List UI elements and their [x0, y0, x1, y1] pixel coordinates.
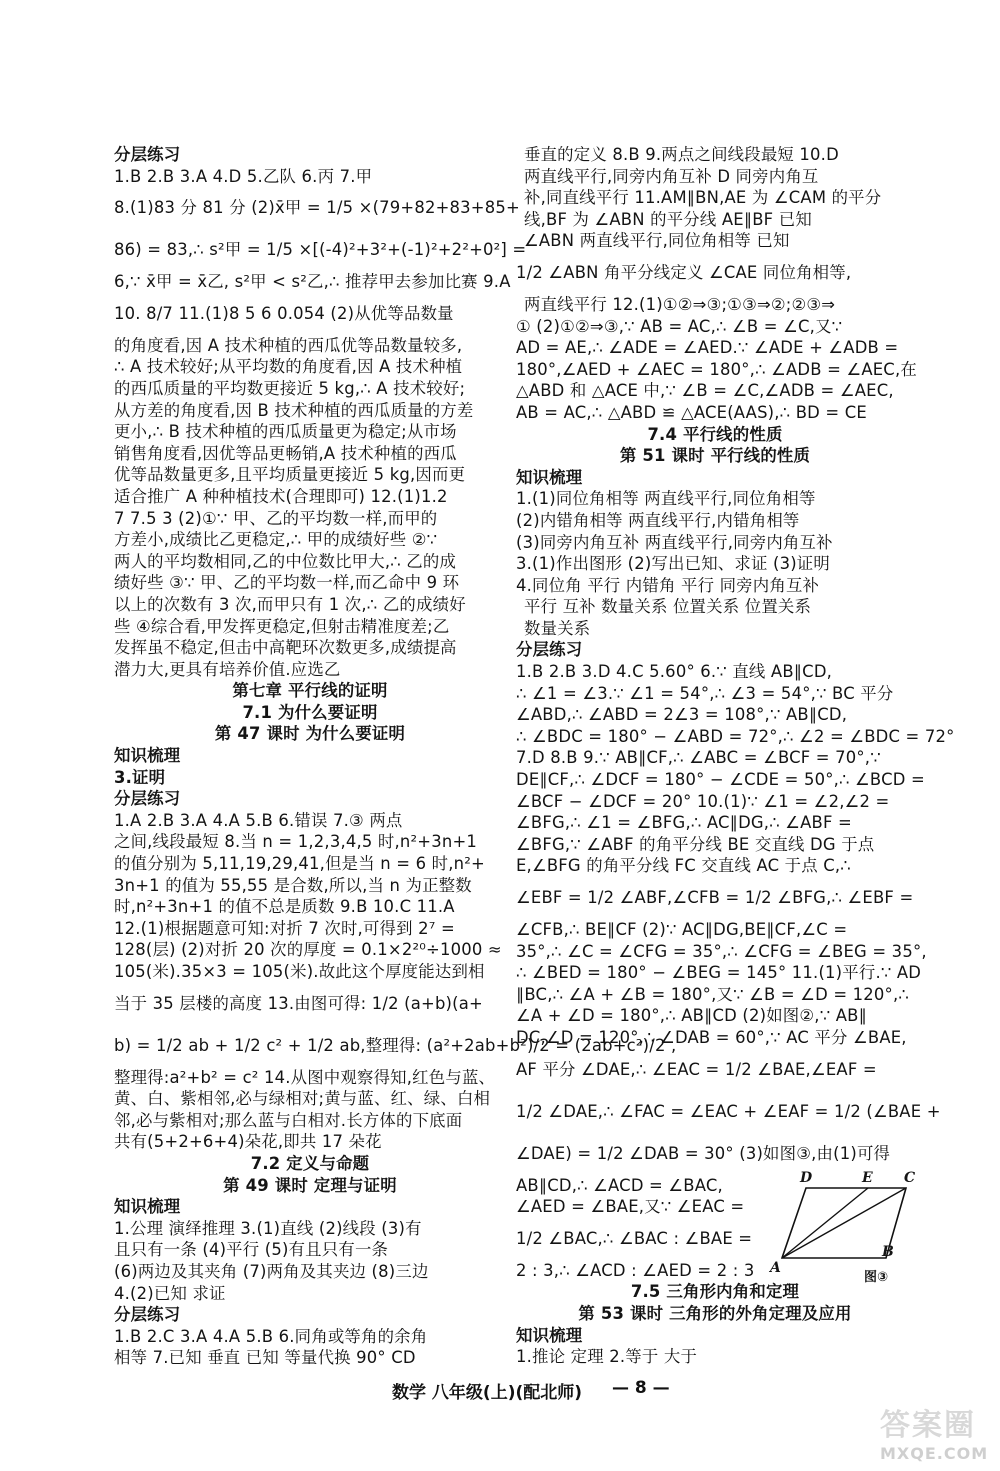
text-line: 4.同位角 平行 内错角 平行 同旁内角互补	[516, 575, 820, 595]
watermark-logo	[880, 1400, 998, 1466]
text-line: 1.公理 演绎推理 3.(1)直线 (2)线段 (3)有	[114, 1218, 422, 1238]
text-line: 数量关系	[524, 618, 591, 638]
text-line: 黄、白、紫相邻,必与绿相对;黄与蓝、红、绿、白相	[114, 1089, 491, 1109]
watermark-top: 答案圈	[880, 1408, 976, 1443]
text-line: ∠AED = ∠BAE,又∵ ∠EAC =	[516, 1197, 745, 1217]
text-line: 销售角度看,因优等品更畅销,A 技术种植的西瓜	[114, 443, 457, 463]
text-line: 6,∵ x̄甲 = x̄乙, s²甲 < s²乙,∴ 推荐甲去参加比赛 9.A	[114, 272, 511, 292]
text-line: 4.(2)已知 求证	[114, 1283, 226, 1303]
figure-diagram	[776, 1176, 916, 1288]
text-line: ∴ ∠1 = ∠3.∵ ∠1 = 54°,∴ ∠3 = 54°,∵ BC 平分	[516, 683, 894, 703]
text-line: ∠A + ∠D = 180°,∴ AB∥CD (2)如图②,∵ AB∥	[516, 1006, 867, 1026]
text-line: ∠EBF = 1/2 ∠ABF,∠CFB = 1/2 ∠BFG,∴ ∠EBF =	[516, 888, 914, 907]
text-line: ∠CFB,∴ BE∥CF (2)∵ AC∥DG,BE∥CF,∠C =	[516, 920, 848, 939]
text-line: 以上的次数有 3 次,而甲只有 1 次,∴ 乙的成绩好	[114, 594, 466, 614]
text-line: 1/2 ∠BAC,∴ ∠BAC : ∠BAE =	[516, 1228, 753, 1248]
text-line: AF 平分 ∠DAE,∴ ∠EAC = 1/2 ∠BAE,∠EAF =	[516, 1059, 877, 1079]
text-line: 更小,∴ B 技术种植的西瓜质量更为稳定;从市场	[114, 422, 457, 442]
figure-segment-ae	[782, 1188, 868, 1258]
text-line: 128(层) (2)对折 20 次的厚度 = 0.1×2²⁰÷1000 ≈	[114, 940, 502, 960]
text-line: 方差小,成绩比乙更稳定,∴ 甲的成绩好些 ②∵	[114, 530, 438, 550]
text-line: b) = 1/2 ab + 1/2 c² + 1/2 ab,整理得: (a²+2ab+b²)/2 = (2ab+c²)/2 ,	[114, 1035, 677, 1055]
text-line: 1.(1)同位角相等 两直线平行,同位角相等	[516, 489, 816, 509]
text-line: 两人的平均数相同,乙的中位数比甲大,∴ 乙的成	[114, 551, 457, 571]
text-line: 第 47 课时 为什么要证明	[214, 724, 406, 744]
text-line: ∴ ∠BED = 180° − ∠BEG = 145° 11.(1)平行.∵ AD	[516, 963, 922, 983]
text-line: 且只有一条 (4)平行 (5)有且只有一条	[114, 1240, 389, 1260]
text-line: 优等品数量更多,且平均质量更接近 5 kg,因而更	[114, 465, 466, 485]
text-line: 分层练习	[114, 145, 181, 164]
text-line: 7.4 平行线的性质	[647, 424, 783, 444]
text-line: 的值分别为 5,11,19,29,41,但是当 n = 6 时,n²+	[114, 854, 485, 874]
text-line: DE∥CF,∴ ∠DCF = 180° − ∠CDE = 50°,∴ ∠BCD =	[516, 770, 925, 790]
text-line: ∠BCF − ∠DCF = 20° 10.(1)∵ ∠1 = ∠2,∠2 =	[516, 791, 890, 811]
text-line: ∴ ∠BDC = 180° − ∠ABD = 72°,∴ ∠2 = ∠BDC = 72°	[516, 726, 955, 746]
text-line: E,∠BFG 的角平分线 FC 交直线 AC 于点 C,∴	[516, 856, 851, 876]
text-line: ∠ABD,∴ ∠ABD = 2∠3 = 108°,∵ AB∥CD,	[516, 705, 848, 725]
text-line: 180°,∠AED + ∠AEC = 180°,∴ ∠ADB = ∠AEC,在	[516, 359, 917, 379]
text-line: (2)内错角相等 两直线平行,内错角相等	[516, 510, 800, 530]
text-line: 当于 35 层楼的高度 13.由图可得: 1/2 (a+b)(a+	[114, 993, 483, 1013]
figure-label-c: C	[904, 1170, 916, 1186]
text-line: 绩好些 ③∵ 甲、乙的平均数一样,而乙命中 9 环	[114, 573, 460, 593]
text-line: 1.推论 定理 2.等于 大于	[516, 1347, 698, 1367]
text-line: ∠BFG,∵ ∠ABF 的角平分线 BE 交直线 DG 于点	[516, 834, 875, 854]
text-line: 之间,线段最短 8.当 n = 1,2,3,4,5 时,n²+3n+1	[114, 832, 478, 852]
text-line: 分层练习	[114, 789, 181, 809]
text-line: 发挥虽不稳定,但击中高靶环次数更多,成绩提高	[114, 638, 457, 658]
text-line: 第 49 课时 定理与证明	[223, 1175, 397, 1195]
watermark-bottom: MXQE.COM	[880, 1444, 989, 1463]
text-line: DC,∠D = 120°,∴ ∠DAB = 60°,∵ AC 平分 ∠BAE,	[516, 1027, 907, 1047]
text-line: 从方差的角度看,因 B 技术种植的西瓜质量的方差	[114, 400, 474, 420]
text-line: ∥BC,∴ ∠A + ∠B = 180°,又∵ ∠B = ∠D = 120°,∴	[516, 984, 909, 1004]
page-number: — 8 —	[612, 1378, 670, 1398]
text-line: 1/2 ∠ABN 角平分线定义 ∠CAE 同位角相等,	[516, 262, 852, 282]
text-line: 两直线平行 12.(1)①②⇒③;①③⇒②;②③⇒	[524, 294, 836, 314]
figure-label-e: E	[862, 1170, 873, 1186]
text-line: AD = AE,∴ ∠ADE = ∠AED.∵ ∠ADE + ∠ADB =	[516, 338, 899, 358]
text-line: 第 51 课时 平行线的性质	[619, 446, 811, 466]
figure-label-b: B	[882, 1244, 894, 1260]
text-line: 线,BF 为 ∠ABN 的平分线 AE∥BF 已知	[524, 209, 812, 229]
footer-subject: 数学 八年级(上)(配北师)	[392, 1383, 582, 1403]
text-line: 潜力大,更具有培养价值.应选乙	[114, 659, 341, 679]
parallelogram-figure	[770, 1170, 916, 1288]
text-line: 补,同直线平行 11.AM∥BN,AE 为 ∠CAM 的平分	[524, 188, 882, 208]
text-line: 105(米).35×3 = 105(米).故此这个厚度能达到相	[114, 962, 485, 981]
text-line: 1.B 2.C 3.A 4.A 5.B 6.同角或等角的余角	[114, 1326, 428, 1346]
text-line: AB∥CD,∴ ∠ACD = ∠BAC,	[516, 1175, 723, 1195]
text-line: ∴ A 技术较好;从平均数的角度看,因 A 技术种植	[114, 357, 463, 377]
text-line: ① (2)①②⇒③,∵ AB = AC,∴ ∠B = ∠C,又∵	[516, 316, 843, 336]
text-line: 3n+1 的值为 55,55 是合数,所以,当 n 为正整数	[114, 875, 472, 895]
text-line: 时,n²+3n+1 的值不总是质数 9.B 10.C 11.A	[114, 897, 455, 917]
text-line: 10. 8/7 11.(1)8 5 6 0.054 (2)从优等品数量	[114, 303, 454, 323]
text-line: 35°,∴ ∠C = ∠CFG = 35°,∴ ∠CFG = ∠BEG = 35°,	[516, 941, 927, 961]
text-line: ∠ABN 两直线平行,同位角相等 已知	[524, 231, 790, 251]
text-line: 适合推广 A 种种植技术(合理即可) 12.(1)1.2	[114, 486, 448, 506]
text-line: (6)两边及其夹角 (7)两角及其夹边 (8)三边	[114, 1261, 429, 1281]
text-line: 1/2 ∠DAE,∴ ∠FAC = ∠EAC + ∠EAF = 1/2 (∠BAE +	[516, 1101, 941, 1121]
text-line: 1.A 2.B 3.A 4.A 5.B 6.错误 7.③ 两点	[114, 810, 403, 830]
text-line: 1.B 2.B 3.A 4.D 5.乙队 6.丙 7.甲	[114, 166, 373, 186]
text-line: 的西瓜质量的平均数更接近 5 kg,∴ A 技术较好;	[114, 378, 466, 398]
text-line: 两直线平行,同旁内角互补 D 同旁内角互	[524, 166, 819, 186]
text-line: ∠BFG,∴ ∠1 = ∠BFG,∴ AC∥DG,∴ ∠ABF =	[516, 813, 852, 833]
text-line: 3.(1)作出图形 (2)写出已知、求证 (3)证明	[516, 554, 830, 574]
text-line: 第 53 课时 三角形的外角定理及应用	[578, 1303, 852, 1323]
text-line: 7.1 为什么要证明	[242, 702, 378, 722]
text-line: ∠DAE) = 1/2 ∠DAB = 30° (3)如图③,由(1)可得	[516, 1143, 891, 1163]
text-line: 垂直的定义 8.B 9.两点之间线段最短 10.D	[524, 145, 839, 164]
text-line: 7.D 8.B 9.∵ AB∥CF,∴ ∠ABC = ∠BCF = 70°,∵	[516, 748, 881, 768]
text-line: 86) = 83,∴ s²甲 = 1/5 ×[(-4)²+3²+(-1)²+2²+0²] =	[114, 240, 527, 260]
text-line: 7.5 三角形内角和定理	[630, 1282, 800, 1302]
text-line: 7.2 定义与命题	[250, 1153, 370, 1173]
text-line: 知识梳理	[114, 746, 181, 766]
text-line: 第七章 平行线的证明	[232, 681, 388, 701]
text-line: 知识梳理	[114, 1197, 181, 1217]
text-line: 3.证明	[114, 767, 166, 787]
text-line: (3)同旁内角互补 两直线平行,同旁内角互补	[516, 532, 833, 552]
text-line: 些 ④综合看,甲发挥更稳定,但射击精准度差;乙	[114, 616, 450, 636]
text-line: 分层练习	[114, 1305, 181, 1325]
text-line: 平行 互补 数量关系 位置关系 位置关系	[524, 597, 812, 617]
text-line: 1.B 2.B 3.D 4.C 5.60° 6.∵ 直线 AB∥CD,	[516, 662, 833, 682]
text-line: 分层练习	[516, 640, 583, 660]
figure-label-a: A	[770, 1260, 781, 1276]
figure-label-d: D	[800, 1170, 813, 1186]
text-line: 知识梳理	[516, 1325, 583, 1345]
text-line: 整理得:a²+b² = c² 14.从图中观察得知,红色与蓝、	[114, 1067, 496, 1087]
text-line: 12.(1)根据题意可知:对折 7 次时,可得到 2⁷ =	[114, 918, 455, 938]
figure-caption: 图③	[864, 1270, 889, 1285]
text-line: 共有(5+2+6+4)朵花,即共 17 朵花	[114, 1132, 382, 1152]
text-line: 2 : 3,∴ ∠ACD : ∠AED = 2 : 3	[516, 1260, 755, 1280]
text-line: 的角度看,因 A 技术种植的西瓜优等品数量较多,	[114, 335, 463, 355]
text-line: 8.(1)83 分 81 分 (2)x̄甲 = 1/5 ×(79+82+83+85+	[114, 198, 520, 218]
text-line: 7 7.5 3 (2)①∵ 甲、乙的平均数一样,而甲的	[114, 508, 438, 528]
text-line: 知识梳理	[516, 467, 583, 487]
text-line: 相等 7.已知 垂直 已知 等量代换 90° CD	[114, 1348, 416, 1368]
text-line: AB = AC,∴ △ABD ≌ △ACE(AAS),∴ BD = CE	[516, 402, 867, 422]
text-line: 邻,必与紫相对;那么蓝与白相对.长方体的下底面	[114, 1110, 463, 1130]
text-line: △ABD 和 △ACE 中,∵ ∠B = ∠C,∠ADB = ∠AEC,	[516, 381, 894, 401]
